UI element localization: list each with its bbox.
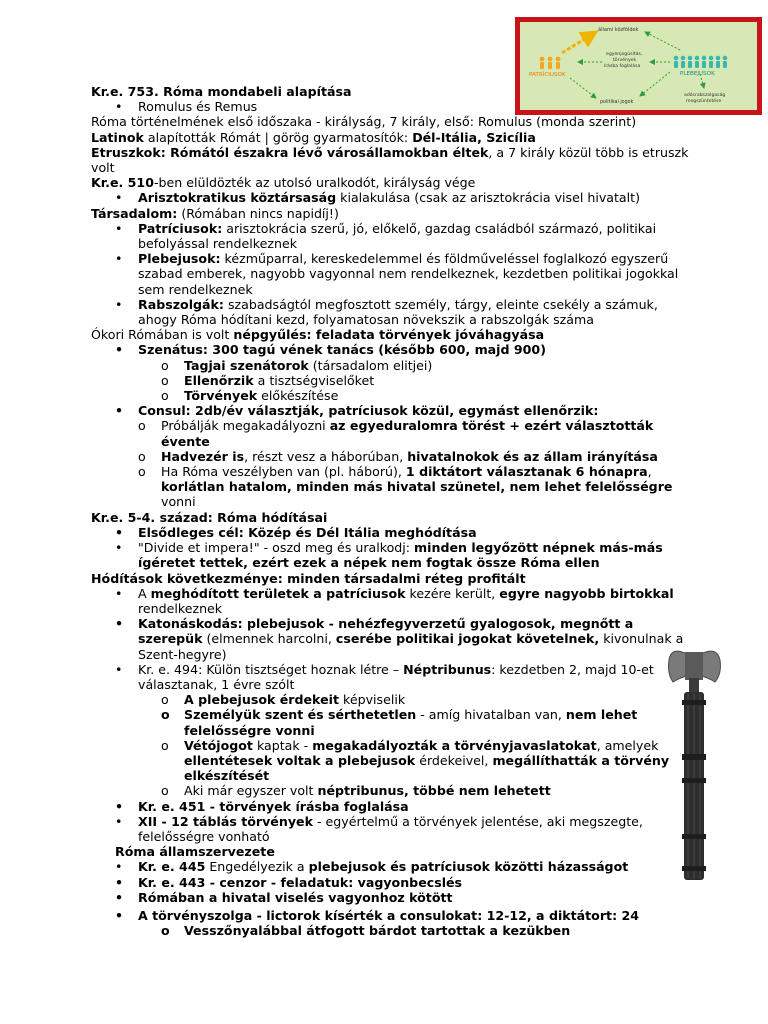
circle-bullet-icon: o bbox=[138, 464, 146, 480]
paragraph: Róma történelmének első időszaka - királyság, 7 király, első: Romulus (monda szerint) bbox=[91, 114, 637, 130]
bullet-icon: • bbox=[115, 907, 124, 923]
sub-list-item-continuation: felelősségre vonni bbox=[184, 722, 315, 738]
bullet-icon: • bbox=[115, 661, 123, 677]
list-item: • Kr. e. 494: Külön tisztséget hoznak létre – Néptribunus: kezdetben 2, majd 10-et bbox=[115, 661, 654, 677]
sub-list-item: o A plebejusok érdekeit képviselik bbox=[161, 692, 406, 708]
list-item: • Rabszolgák: szabadságtól megfosztott személy, tárgy, eleinte csekély a számuk, bbox=[115, 296, 658, 312]
bullet-icon: • bbox=[115, 874, 124, 890]
sub-list-item-continuation: ellentétesek voltak a plebejusok érdekeivel, megállíthatták a törvény bbox=[184, 752, 670, 768]
sub-list-item-continuation: korlátlan hatalom, minden más hivatal szünetel, nem lehet felelősségre bbox=[161, 479, 673, 495]
circle-bullet-icon: o bbox=[161, 357, 169, 373]
paragraph: Társadalom: (Rómában nincs napidíj!) bbox=[91, 205, 339, 221]
bullet-icon: • bbox=[115, 99, 123, 115]
list-item-continuation: befolyással rendelkeznek bbox=[138, 236, 297, 252]
list-item: • Plebejusok: kézműparral, kereskedelemmel és földműveléssel foglalkozó egyszerű bbox=[115, 251, 669, 267]
circle-bullet-icon: o bbox=[161, 783, 169, 799]
arrow-patricians-to-land bbox=[562, 32, 596, 53]
bullet-icon: • bbox=[115, 540, 123, 556]
plebeian-figures-icon bbox=[674, 56, 728, 68]
list-item-continuation: felelősségre vonható bbox=[138, 828, 270, 844]
sub-list-item: o Személyük szent és sérthetetlen - amíg hivatalban van, nem lehet bbox=[161, 707, 638, 723]
sub-list-item: o Ha Róma veszélyben van (pl. háború), 1 diktátort választanak 6 hónapra, bbox=[138, 464, 652, 480]
bullet-icon: • bbox=[115, 813, 123, 829]
heading-consequences: Hódítások következménye: minden társadalmi réteg profitált bbox=[91, 570, 526, 586]
sub-list-item-continuation: elkészítését bbox=[184, 768, 270, 784]
diagram-label-center-2: törvények bbox=[613, 58, 637, 63]
paragraph: volt bbox=[91, 160, 115, 176]
list-item: • Romulus és Remus bbox=[115, 99, 258, 115]
bullet-icon: • bbox=[115, 859, 123, 875]
sub-list-item: o Próbálják megakadályozni az egyeduralomra törést + ezért választották bbox=[138, 418, 654, 434]
sub-list-item: o Törvények előkészítése bbox=[161, 388, 339, 404]
arrow-plebeians-to-land bbox=[645, 32, 680, 50]
bullet-icon: • bbox=[115, 251, 123, 267]
list-item-continuation: szabad emberek, nagyobb vagyonnal nem rendelkeznek, kezdetben politikai jogokkal bbox=[138, 266, 679, 282]
document-body bbox=[91, 84, 691, 938]
circle-bullet-icon: o bbox=[161, 923, 170, 939]
sub-list-item-continuation: évente bbox=[161, 433, 210, 449]
diagram-label-patricians: PATRÍCIUSOK bbox=[529, 72, 566, 78]
diagram-label-center-1: egyenjogúsítás, bbox=[606, 52, 643, 57]
circle-bullet-icon: o bbox=[138, 448, 146, 464]
bullet-icon: • bbox=[115, 524, 124, 540]
list-item: • A törvényszolga - lictorok kísérték a consulokat: 12-12, a diktátort: 24 bbox=[115, 907, 640, 923]
list-item-continuation: rendelkeznek bbox=[138, 600, 223, 616]
list-item: • Elsődleges cél: Közép és Dél Itália meghódítása bbox=[115, 524, 477, 540]
list-item-continuation: ígéretet tettek, ezért ezek a népek nem fogtak össze Róma ellen bbox=[138, 555, 600, 571]
diagram-label-debt-2: megszüntetése bbox=[686, 99, 722, 104]
circle-bullet-icon: o bbox=[161, 737, 169, 753]
paragraph: Latinok alapították Rómát | görög gyarmatosítók: Dél-Itália, Szicília bbox=[91, 129, 536, 145]
circle-bullet-icon: o bbox=[138, 418, 146, 434]
list-item: • Kr. e. 451 - törvények írásba foglalása bbox=[115, 798, 409, 814]
paragraph: Kr.e. 510-ben elüldözték az utolsó uralkodót, királyság vége bbox=[91, 175, 476, 191]
heading-state-organization: Róma államszervezete bbox=[115, 844, 275, 860]
bullet-icon: • bbox=[115, 889, 124, 905]
bullet-icon: • bbox=[115, 220, 123, 236]
list-item: • Kr. e. 443 - cenzor - feladatuk: vagyonbecslés bbox=[115, 874, 463, 890]
list-item: • Arisztokratikus köztársaság kialakulása (csak az arisztokrácia visel hivatalt) bbox=[115, 190, 640, 206]
list-item: • Katonáskodás: plebejusok - nehézfegyverzetű gyalogosok, megnőtt a bbox=[115, 616, 634, 632]
patrician-figures-icon bbox=[540, 57, 561, 69]
list-item-continuation: Szent-hegyre) bbox=[138, 646, 227, 662]
circle-bullet-icon: o bbox=[161, 388, 169, 404]
list-item: • XII - 12 táblás törvények - egyértelmű a törvények jelentése, aki megszegte, bbox=[115, 813, 643, 829]
sub-list-item: o Aki már egyszer volt néptribunus, többé nem lehetett bbox=[161, 783, 551, 799]
circle-bullet-icon: o bbox=[161, 372, 169, 388]
sub-list-item: o Vétójogot kaptak - megakadályozták a törvényjavaslatokat, amelyek bbox=[161, 737, 659, 753]
bullet-icon: • bbox=[115, 585, 123, 601]
sub-list-item: o Vesszőnyalábbal átfogott bárdot tartottak a kezükben bbox=[161, 923, 571, 939]
sub-list-item: o Ellenőrzik a tisztségviselőket bbox=[161, 372, 375, 388]
bullet-icon: • bbox=[115, 342, 124, 358]
list-item: • Consul: 2db/év választják, patríciusok közül, egymást ellenőrzik: bbox=[115, 403, 599, 419]
list-item-continuation: szerepük (elmennek harcolni, cserébe politikai jogokat követelnek, kivonulnak a bbox=[138, 631, 684, 647]
diagram-label-debt-1: adósrabszolgaság bbox=[684, 93, 726, 98]
list-item: • Rómában a hivatal viselés vagyonhoz kötött bbox=[115, 889, 453, 905]
heading-conquests: Kr.e. 5-4. század: Róma hódításai bbox=[91, 509, 328, 525]
sub-list-item-continuation: vonni bbox=[161, 494, 196, 510]
diagram-label-plebeians: PLEBEJUSOK bbox=[680, 71, 715, 77]
heading-founding: Kr.e. 753. Róma mondabeli alapítása bbox=[91, 84, 352, 99]
circle-bullet-icon: o bbox=[161, 692, 169, 708]
list-item-continuation: ahogy Róma hódítani kezd, folyamatosan növekszik a rabszolgák száma bbox=[138, 312, 594, 328]
list-item-continuation: választanak, 1 évre szólt bbox=[138, 676, 295, 692]
bullet-icon: • bbox=[115, 190, 123, 206]
sub-list-item: o Tagjai szenátorok (társadalom elitjei) bbox=[161, 357, 433, 373]
circle-bullet-icon: o bbox=[161, 707, 170, 723]
paragraph: Ókori Rómában is volt népgyűlés: feladata törvények jóváhagyása bbox=[91, 327, 545, 343]
bullet-icon: • bbox=[115, 296, 123, 312]
diagram-label-land: állami közföldek bbox=[598, 27, 639, 33]
bullet-icon: • bbox=[115, 403, 124, 419]
list-item: • "Divide et impera!" - oszd meg és uralkodj: minden legyőzött népnek más-más bbox=[115, 540, 663, 556]
list-item: • Patríciusok: arisztokrácia szerű, jó, előkelő, gazdag családból származó, politikai bbox=[115, 220, 657, 236]
sub-list-item: o Hadvezér is, részt vesz a háborúban, hivatalnokok és az állam irányítása bbox=[138, 448, 658, 464]
list-item: • Kr. e. 445 Engedélyezik a plebejusok és patríciusok közötti házasságot bbox=[115, 859, 629, 875]
list-item: • Szenátus: 300 tagú vének tanács (később 600, majd 900) bbox=[115, 342, 546, 358]
diagram-label-rights: politikai jogok bbox=[600, 100, 634, 105]
bullet-icon: • bbox=[115, 798, 124, 814]
list-item-continuation: sem rendelkeznek bbox=[138, 281, 253, 297]
paragraph: Etruszkok: Rómától északra lévő városállamokban éltek, a 7 király közül több is etruszk bbox=[91, 144, 689, 160]
bullet-icon: • bbox=[115, 616, 124, 632]
list-item: • A meghódított területek a patríciusok kezére került, egyre nagyobb birtokkal bbox=[115, 585, 674, 601]
diagram-label-center-3: írásba foglalása bbox=[604, 64, 641, 69]
